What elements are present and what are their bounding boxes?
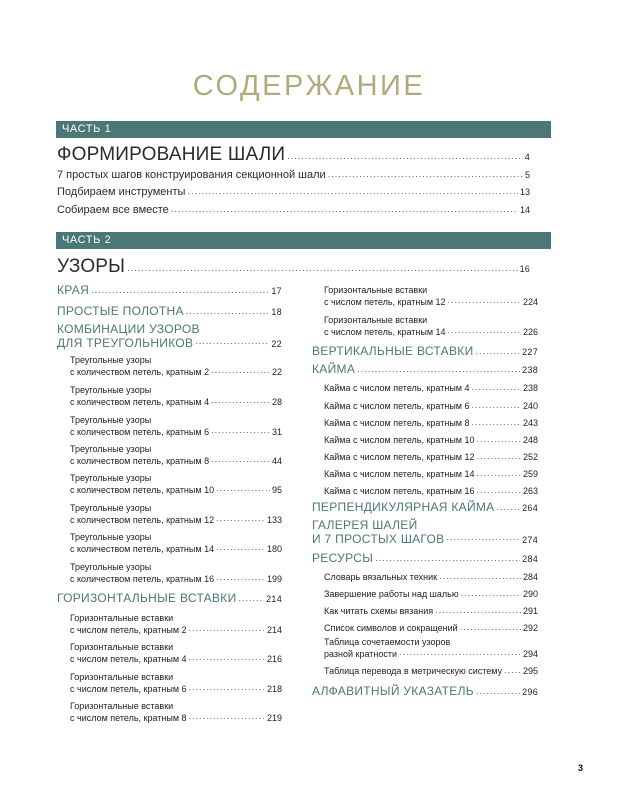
toc-entry-title-line1: КОМБИНАЦИИ УЗОРОВ [57,322,200,336]
toc-entry-metric-table[interactable] [324,666,538,676]
toc-entry-title-line2: с количеством петель, кратным 12 [70,515,215,525]
toc-page-number: 31 [271,427,282,437]
dot-leader [448,327,521,335]
toc-page-number: 224 [522,297,538,307]
toc-entry-border[interactable] [312,362,538,376]
toc-page-number: 226 [522,327,538,337]
dot-leader [189,684,265,692]
dot-leader [460,623,521,631]
toc-entry-title: ВЕРТИКАЛЬНЫЕ ВСТАВКИ [312,344,474,358]
toc-entry-title-line2: с числом петель, кратным 8 [70,713,187,723]
dot-leader [477,469,521,477]
toc-entry-tools[interactable] [57,185,530,198]
toc-entry-title: КАЙМА [312,362,356,376]
dot-leader [216,574,265,582]
toc-entry-title-line2: с числом петель, кратным 4 [70,654,187,664]
toc-page-number: 133 [266,515,282,525]
toc-page-number: 294 [522,649,538,659]
toc-entry-title-line1: Треугольные узоры [70,473,152,483]
toc-page-number: 284 [522,554,538,564]
toc-entry-title: Подбираем инструменты [57,185,186,198]
toc-entry-title-line2: с количеством петель, кратным 14 [70,544,215,554]
dot-leader [448,297,521,305]
toc-entry-title-line2: с количеством петель, кратным 10 [70,485,215,495]
toc-entry-title: Словарь вязальных техник [324,572,438,583]
toc-page-number: 218 [266,684,282,694]
toc-page-number: 22 [271,339,282,349]
toc-entry-title: ФОРМИРОВАНИЕ ШАЛИ [57,144,286,166]
dot-leader [211,456,270,464]
dot-leader [211,367,270,375]
toc-entry-title-line1: Треугольные узоры [70,503,152,513]
toc-entry-title-line1: Треугольные узоры [70,385,152,395]
toc-page-number: 292 [522,623,538,634]
toc-page-number: 4 [524,152,530,163]
dot-leader [195,336,269,347]
toc-page-number: 44 [271,456,282,466]
toc-entry-title-line2: с количеством петель, кратным 16 [70,574,215,584]
toc-entry-title: Кайма с числом петель, кратным 4 [324,383,470,394]
toc-entry-title-line1: Горизонтальные вставки [70,613,174,623]
dot-leader [504,666,521,674]
toc-page-number: 240 [522,401,538,412]
toc-entry-title: УЗОРЫ [57,256,126,278]
toc-entry-title: ПРОСТЫЕ ПОЛОТНА [57,304,184,318]
toc-entry-kaima-4[interactable] [324,383,538,393]
toc-page-number: 22 [271,367,282,377]
toc-page-number: 238 [522,383,538,394]
toc-entry-tri-10[interactable] [70,472,282,496]
page-title: СОДЕРЖАНИЕ [192,70,426,102]
dot-leader [447,532,521,543]
toc-entry-title: Таблица перевода в метрическую систему [324,666,503,677]
dot-leader [189,625,265,633]
toc-entry-kaima-16[interactable] [324,486,538,496]
toc-entry-gor-12[interactable] [324,284,538,308]
toc-entry-edges[interactable] [57,283,282,297]
toc-entry-title: ПЕРПЕНДИКУЛЯРНАЯ КАЙМА [312,500,495,514]
toc-entry-gor-4[interactable] [70,641,282,665]
toc-entry-title-line2: ДЛЯ ТРЕУГОЛЬНИКОВ [57,336,194,350]
toc-entry-title: Кайма с числом петель, кратным 14 [324,469,475,480]
part-1-bar [56,121,551,138]
page-number: 3 [578,763,584,773]
toc-entry-title: Кайма с числом петель, кратным 10 [324,435,475,446]
toc-page-number: 219 [266,713,282,723]
toc-entry-title: 7 простых шагов конструирования секционной шали [57,168,326,181]
dot-leader [239,591,265,602]
toc-entry-title-line2: с числом петель, кратным 12 [324,297,446,307]
dot-leader [435,606,521,614]
toc-entry-reading-charts[interactable] [324,606,538,616]
toc-page-number: 238 [522,365,538,375]
toc-page-number: 5 [524,169,530,180]
toc-entry-title: ГОРИЗОНТАЛЬНЫЕ ВСТАВКИ [57,591,237,605]
toc-entry-horizontal-inserts[interactable] [57,591,282,605]
toc-entry-title: Кайма с числом петель, кратным 12 [324,452,475,463]
toc-entry-kaima-12[interactable] [324,452,538,462]
toc-page-number: 14 [519,204,530,215]
toc-entry-title: Кайма с числом петель, кратным 6 [324,401,470,412]
toc-entry-simple-fabrics[interactable] [57,304,282,318]
dot-leader [91,283,269,294]
toc-page-number: 16 [519,264,530,275]
toc-entry-techniques-dictionary[interactable] [324,572,538,582]
toc-page-number: 216 [266,654,282,664]
toc-page-number: 227 [522,347,538,357]
dot-leader [461,589,521,597]
toc-entry-title: РЕСУРСЫ [312,551,374,565]
dot-leader [171,203,518,213]
dot-leader [189,654,265,662]
toc-entry-title: Завершение работы над шалью [324,589,459,600]
toc-entry-title: Кайма с числом петель, кратным 16 [324,486,475,497]
toc-entry-title-line2: с числом петель, кратным 6 [70,684,187,694]
toc-entry-tri-12[interactable] [70,502,282,526]
toc-entry-title-line2: с числом петель, кратным 14 [324,327,446,337]
toc-entry-compatibility-table[interactable] [324,636,538,660]
toc-entry-title-line2: разной кратности [324,649,398,659]
toc-entry-kaima-14[interactable] [324,469,538,479]
dot-leader [127,255,517,272]
dot-leader [476,344,521,355]
toc-entry-title-line1: Треугольные узоры [70,355,152,365]
toc-entry-gor-14[interactable] [324,314,538,338]
toc-entry-title-line1: Треугольные узоры [70,444,152,454]
toc-page-number: 214 [266,625,282,635]
dot-leader [477,435,521,443]
part-2-label: ЧАСТЬ 2 [62,234,112,246]
toc-entry-7-steps[interactable] [57,168,530,181]
toc-page-number: 290 [522,589,538,600]
toc-entry-tri-16[interactable] [70,561,282,585]
dot-leader [472,383,521,391]
toc-page-number: 214 [266,594,282,604]
toc-entry-title-line1: Таблица сочетаемости узоров [324,637,451,647]
dot-leader [187,185,518,195]
toc-entry-title-line1: Горизонтальные вставки [70,701,174,711]
dot-leader [375,551,520,562]
toc-page-number: 95 [271,485,282,495]
toc-page-number: 296 [522,687,538,697]
toc-entry-patterns[interactable] [57,255,530,278]
toc-entry-tri-4[interactable] [70,384,282,408]
toc-entry-title-line1: ГАЛЕРЕЯ ШАЛЕЙ [312,518,418,532]
toc-entry-title-line2: с количеством петель, кратным 8 [70,456,210,466]
dot-leader [328,168,523,178]
dot-leader [472,401,521,409]
dot-leader [357,362,520,373]
toc-entry-alphabetical-index[interactable] [312,684,538,698]
toc-entry-title-line1: Горизонтальные вставки [324,315,428,325]
toc-page-number: 295 [522,666,538,677]
dot-leader [211,427,270,435]
toc-entry-title-line1: Горизонтальные вставки [70,672,174,682]
toc-page-number: 274 [522,535,538,545]
toc-page-number: 28 [271,397,282,407]
toc-entry-title-line2: с количеством петель, кратным 6 [70,427,210,437]
toc-page-number: 284 [522,572,538,583]
dot-leader [477,486,521,494]
dot-leader [476,684,520,695]
toc-entry-title: Как читать схемы вязания [324,606,434,617]
toc-page-number: 291 [522,606,538,617]
toc-entry-title-line1: Горизонтальные вставки [70,642,174,652]
part-2-bar [56,232,551,249]
toc-entry-gor-2[interactable] [70,612,282,636]
dot-leader [211,397,270,405]
toc-entry-gor-6[interactable] [70,671,282,695]
dot-leader [216,544,265,552]
toc-entry-title-line2: с количеством петель, кратным 4 [70,397,210,407]
toc-entry-kaima-10[interactable] [324,435,538,445]
toc-entry-shawl-forming[interactable] [57,143,530,166]
toc-entry-assemble[interactable] [57,203,530,216]
toc-entry-title: Кайма с числом петель, кратным 8 [324,418,470,429]
toc-page-number: 259 [522,469,538,480]
toc-entry-title-line2: с количеством петель, кратным 2 [70,367,210,377]
toc-entry-perpendicular-border[interactable] [312,500,538,514]
toc-entry-tri-14[interactable] [70,531,282,555]
toc-entry-title: КРАЯ [57,283,90,297]
toc-entry-tri-8[interactable] [70,443,282,467]
dot-leader [439,572,521,580]
toc-entry-finishing[interactable] [324,589,538,599]
dot-leader [399,649,521,657]
part-1-label: ЧАСТЬ 1 [62,123,112,135]
toc-page-number: 263 [522,486,538,497]
toc-entry-tri-6[interactable] [70,414,282,438]
toc-page-number: 199 [266,574,282,584]
toc-page-number: 243 [522,418,538,429]
toc-entry-resources[interactable] [312,551,538,565]
toc-entry-title-line1: Треугольные узоры [70,562,152,572]
toc-entry-vertical-inserts[interactable] [312,344,538,358]
toc-page-number: 13 [519,186,530,197]
toc-entry-kaima-6[interactable] [324,401,538,411]
dot-leader [189,713,265,721]
toc-entry-title: АЛФАВИТНЫЙ УКАЗАТЕЛЬ [312,684,474,698]
toc-entry-title-line1: Треугольные узоры [70,415,152,425]
dot-leader [186,304,270,315]
toc-page-number: 180 [266,544,282,554]
toc-entry-symbols[interactable] [324,623,538,633]
toc-entry-gor-8[interactable] [70,700,282,724]
dot-leader [287,143,523,160]
dot-leader [496,500,520,511]
toc-entry-title: Список символов и сокращений [324,623,458,634]
toc-entry-title-line2: И 7 ПРОСТЫХ ШАГОВ [312,532,445,546]
toc-page-number: 17 [271,286,282,296]
dot-leader [216,515,265,523]
toc-entry-tri-2[interactable] [70,354,282,378]
toc-page-number: 248 [522,435,538,446]
dot-leader [472,418,521,426]
toc-page-number: 264 [522,503,538,513]
toc-entry-title-line2: с числом петель, кратным 2 [70,625,187,635]
toc-entry-title-line1: Треугольные узоры [70,532,152,542]
dot-leader [216,485,270,493]
toc-entry-kaima-8[interactable] [324,418,538,428]
dot-leader [477,452,521,460]
toc-page-number: 252 [522,452,538,463]
toc-page-number: 18 [271,307,282,317]
toc-entry-combinations[interactable] [57,322,282,351]
toc-entry-title-line1: Горизонтальные вставки [324,285,428,295]
toc-entry-title: Собираем все вместе [57,203,169,216]
toc-entry-gallery[interactable] [312,518,538,547]
